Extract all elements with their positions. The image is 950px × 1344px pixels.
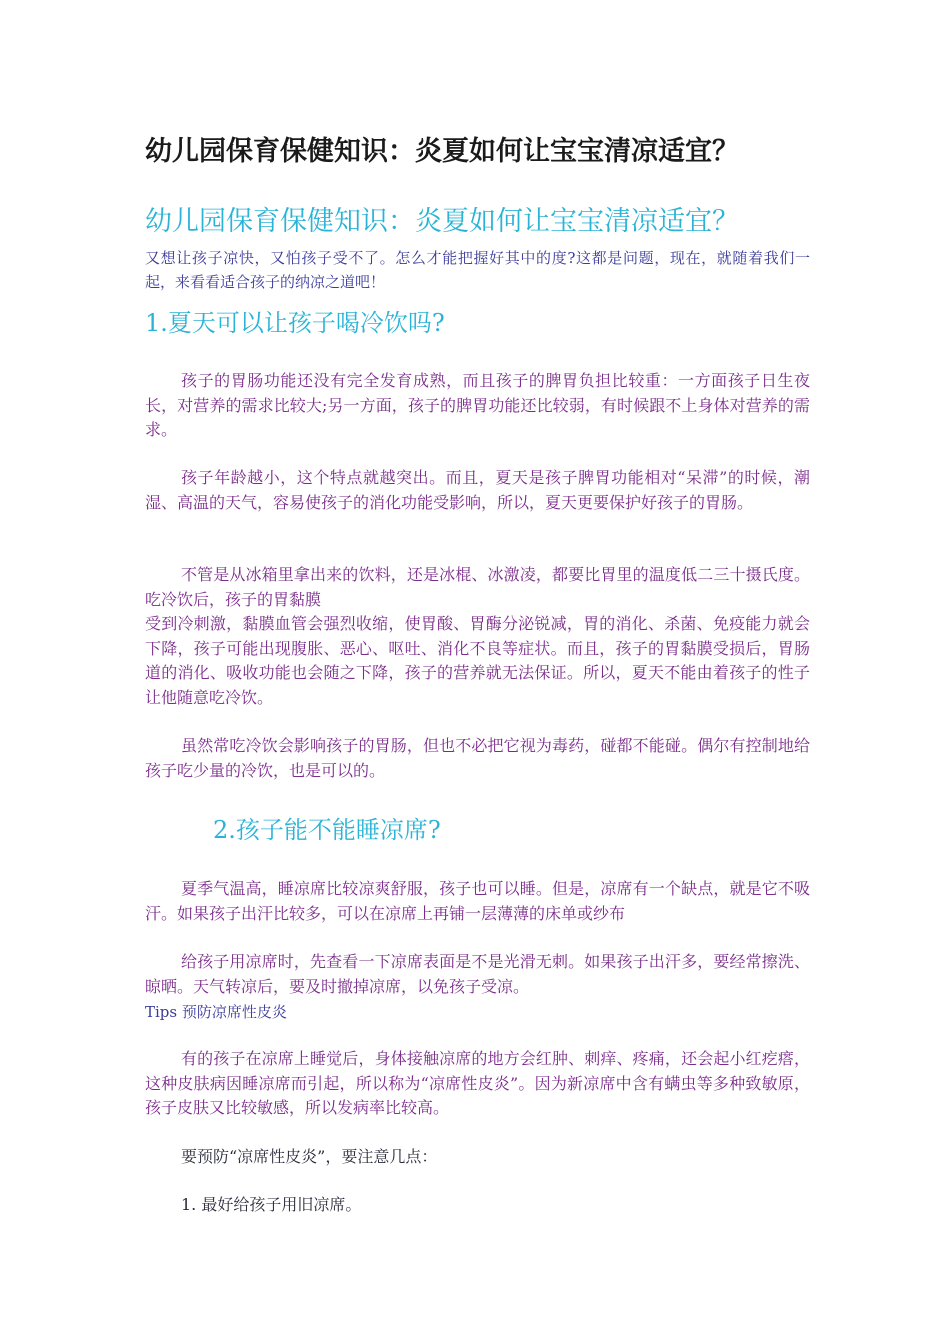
section1-paragraph-2: 孩子年龄越小，这个特点就越突出。而且，夏天是孩子脾胃功能相对“呆滞”的时候，潮湿、高温的天气，容易使孩子的消化功能受影响，所以，夏天更要保护好孩子的胃肠。: [145, 468, 810, 512]
section1-paragraph-3a: 不管是从冰箱里拿出来的饮料，还是冰棍、冰激凌，都要比胃里的温度低二三十摄氏度。吃冷饮后，孩子的胃黏膜: [145, 565, 810, 609]
document-title: 幼儿园保育保健知识：炎夏如何让宝宝清凉适宜？: [145, 136, 739, 167]
section2-paragraph-3: 有的孩子在凉席上睡觉后，身体接触凉席的地方会红肿、刺痒、疼痛，还会起小红疙瘩，这种皮肤病因睡凉席而引起，所以称为“凉席性皮炎”。因为新凉席中含有螨虫等多种致敏原，孩子皮肤又比较敏感，所以发病率比较高。: [145, 1049, 810, 1117]
section1-paragraph-1: 孩子的胃肠功能还没有完全发育成熟，而且孩子的脾胃负担比较重：一方面孩子日生夜长，对营养的需求比较大;另一方面，孩子的脾胃功能还比较弱，有时候跟不上身体对营养的需求。: [145, 371, 810, 439]
list-item-1: 1. 最好给孩子用旧凉席。: [181, 1195, 362, 1214]
section1-heading: 1.夏天可以让孩子喝冷饮吗?: [145, 309, 445, 337]
section2-paragraph-1: 夏季气温高，睡凉席比较凉爽舒服，孩子也可以睡。但是，凉席有一个缺点，就是它不吸汗。如果孩子出汗比较多，可以在凉席上再铺一层薄薄的床单或纱布: [145, 879, 810, 923]
section2-paragraph-4: 要预防“凉席性皮炎”，要注意几点：: [181, 1147, 438, 1166]
tips-heading: Tips 预防凉席性皮炎: [145, 1003, 287, 1021]
section2-heading: 2.孩子能不能睡凉席?: [213, 816, 441, 844]
section1-paragraph-3b: 受到冷刺激，黏膜血管会强烈收缩，使胃酸、胃酶分泌锐减，胃的消化、杀菌、免疫能力就会下降，孩子可能出现腹胀、恶心、呕吐、消化不良等症状。而且，孩子的胃黏膜受损后，胃肠道的消化、吸收功能也会随之下降，孩子的营养就无法保证。所以，夏天不能由着孩子的性子让他随意吃冷饮。: [145, 614, 810, 707]
section2-paragraph-2: 给孩子用凉席时，先查看一下凉席表面是不是光滑无刺。如果孩子出汗多，要经常擦洗、晾晒。天气转凉后，要及时撤掉凉席，以免孩子受凉。: [145, 952, 810, 996]
intro-paragraph: 又想让孩子凉快，又怕孩子受不了。怎么才能把握好其中的度?这都是问题，现在，就随着我们一起，来看看适合孩子的纳凉之道吧！: [145, 249, 810, 291]
article-title: 幼儿园保育保健知识：炎夏如何让宝宝清凉适宜？: [145, 206, 739, 237]
section1-paragraph-4: 虽然常吃冷饮会影响孩子的胃肠，但也不必把它视为毒药，碰都不能碰。偶尔有控制地给孩子吃少量的冷饮，也是可以的。: [145, 736, 810, 780]
